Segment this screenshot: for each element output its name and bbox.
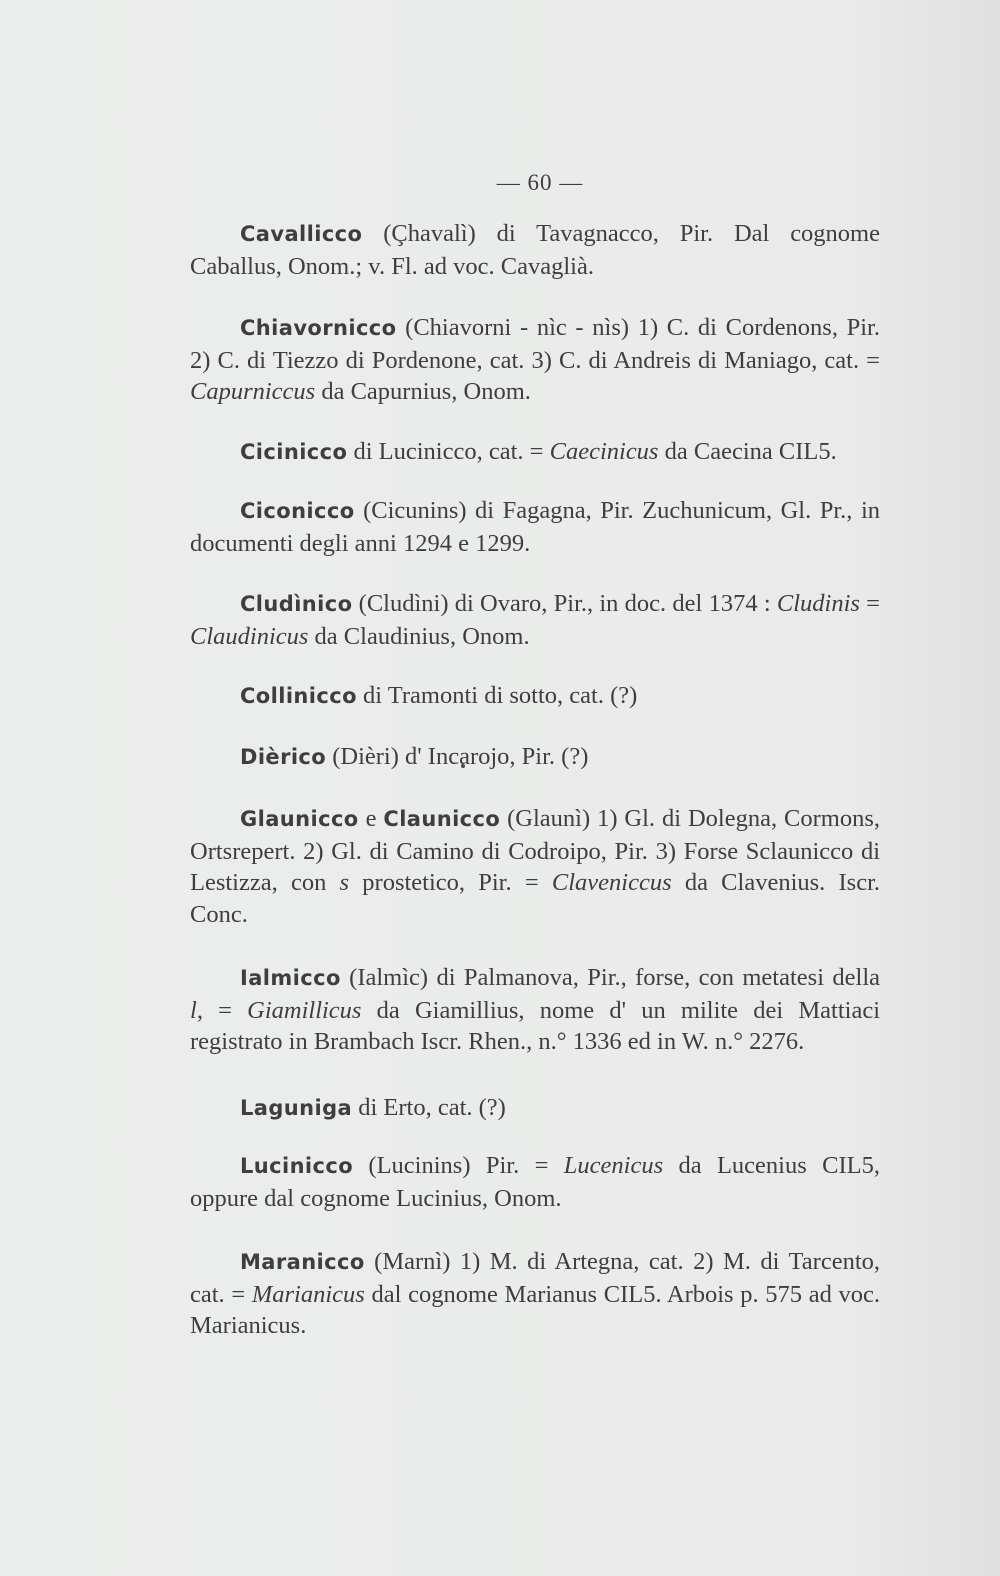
entry-ialmicco — [190, 962, 880, 1058]
entry-text: e — [358, 805, 384, 832]
entry-text: da Giamillius, nome d' un milite dei Mattiaci registrato in Brambach Iscr. Rhen., n.° 1336 ed in W. n.° 2276. — [190, 996, 880, 1055]
entry-text: da Caecina CIL5. — [658, 437, 837, 465]
entry-text: dal cognome Marianus CIL5. Arbois p. 575 ad voc. Marianicus. — [190, 1280, 881, 1339]
entry-text: da Clavenius. Iscr. Conc. — [190, 869, 880, 928]
entry-glaunicco — [190, 803, 880, 930]
entry-text: (Ialmìc) di Palmanova, Pir., forse, con metatesi della — [340, 964, 880, 991]
entry-text: (Marnì) 1) M. di Artegna, cat. 2) M. di Tarcento, cat. = — [190, 1248, 880, 1308]
entry-maranicco — [190, 1246, 880, 1342]
entry-headword-alt: Claunicco — [383, 807, 501, 831]
entry-cicinicco — [190, 436, 880, 469]
entry-headword: Maranicco — [240, 1250, 365, 1274]
entry-text: (Cicunins) di Fagagna, Pir. Zuchunicum, Gl. Pr., in documenti degli anni 1294 e 1299. — [190, 497, 880, 557]
entry-text: di Lucinicco, cat. = — [347, 437, 550, 465]
latin-form: Lucenicus — [563, 1152, 664, 1179]
entry-text: , = — [196, 996, 248, 1024]
entry-text: (Chiavorni - nìc - nìs) 1) C. di Cordenons, Pir. 2) C. di Tiezzo di Pordenone, cat. 3) C. di Andreis di Maniago, cat. = — [190, 314, 880, 374]
page-number: — 60 — — [496, 170, 584, 195]
entry-text: (Cludìni) di Ovaro, Pir., in doc. del 1374 : — [352, 590, 777, 617]
entry-text: di Erto, cat. (?) — [352, 1093, 506, 1121]
entry-text: (Çhavalì) di Tavagnacco, Pir. Dal cognome Caballus, Onom.; v. Fl. ad voc. Cavaglià. — [190, 220, 880, 280]
entry-list — [190, 218, 880, 1371]
entry-headword: Ciconicco — [240, 499, 355, 523]
entry-text: (Glaunì) 1) Gl. di Dolegna, Cormons, Ortsrepert. 2) Gl. di Camino di Codroipo, Pir. 3) Forse Sclaunicco di Lestizza, con — [190, 805, 880, 896]
entry-headword: Ialmicco — [240, 966, 341, 990]
latin-form: Giamillicus — [247, 996, 362, 1024]
entry-cavallicco — [190, 218, 880, 282]
entry-laguniga — [190, 1092, 880, 1125]
entry-text: (Dièri) d' Incarojo, Pir. (?) — [326, 742, 589, 770]
entry-text: di Tramonti di sotto, cat. (?) — [356, 682, 638, 709]
entry-headword: Chiavornicco — [240, 316, 397, 340]
latin-form: Claveniccus — [551, 869, 672, 896]
entry-headword: Dièrico — [240, 744, 327, 769]
latin-form: Claudinicus — [190, 622, 309, 650]
entry-text: da Lucenius CIL5, oppure dal cognome Lucinius, Onom. — [190, 1152, 880, 1212]
entry-text: da Claudinius, Onom. — [308, 622, 530, 650]
entry-headword: Lucinicco — [240, 1154, 354, 1178]
entry-collinicco — [190, 680, 880, 713]
latin-form: Capurniccus — [190, 378, 316, 405]
entry-headword: Cavallicco — [240, 222, 363, 246]
entry-headword: Collinicco — [240, 684, 357, 708]
entry-headword: Cicinicco — [240, 439, 348, 464]
latin-form: s — [339, 869, 350, 896]
entry-lucinicco — [190, 1150, 880, 1214]
entry-dierico — [190, 741, 880, 774]
entry-ciconicco — [190, 495, 880, 559]
latin-form: Cludinis — [776, 590, 860, 617]
entry-text: (Lucinins) Pir. = — [353, 1152, 564, 1179]
latin-form: Caecinicus — [549, 437, 659, 465]
latin-form: l — [190, 996, 197, 1024]
entry-cludinico — [190, 588, 880, 652]
latin-form: Marianicus — [251, 1280, 365, 1308]
entry-chiavornicco — [190, 312, 880, 408]
entry-text: da Capurnius, Onom. — [315, 378, 531, 405]
entry-headword: Glaunicco — [240, 807, 359, 831]
entry-text: = — [859, 590, 880, 617]
entry-headword: Laguniga — [240, 1095, 353, 1120]
entry-headword: Cludìnico — [240, 592, 353, 616]
entry-text: prostetico, Pir. = — [349, 869, 552, 896]
